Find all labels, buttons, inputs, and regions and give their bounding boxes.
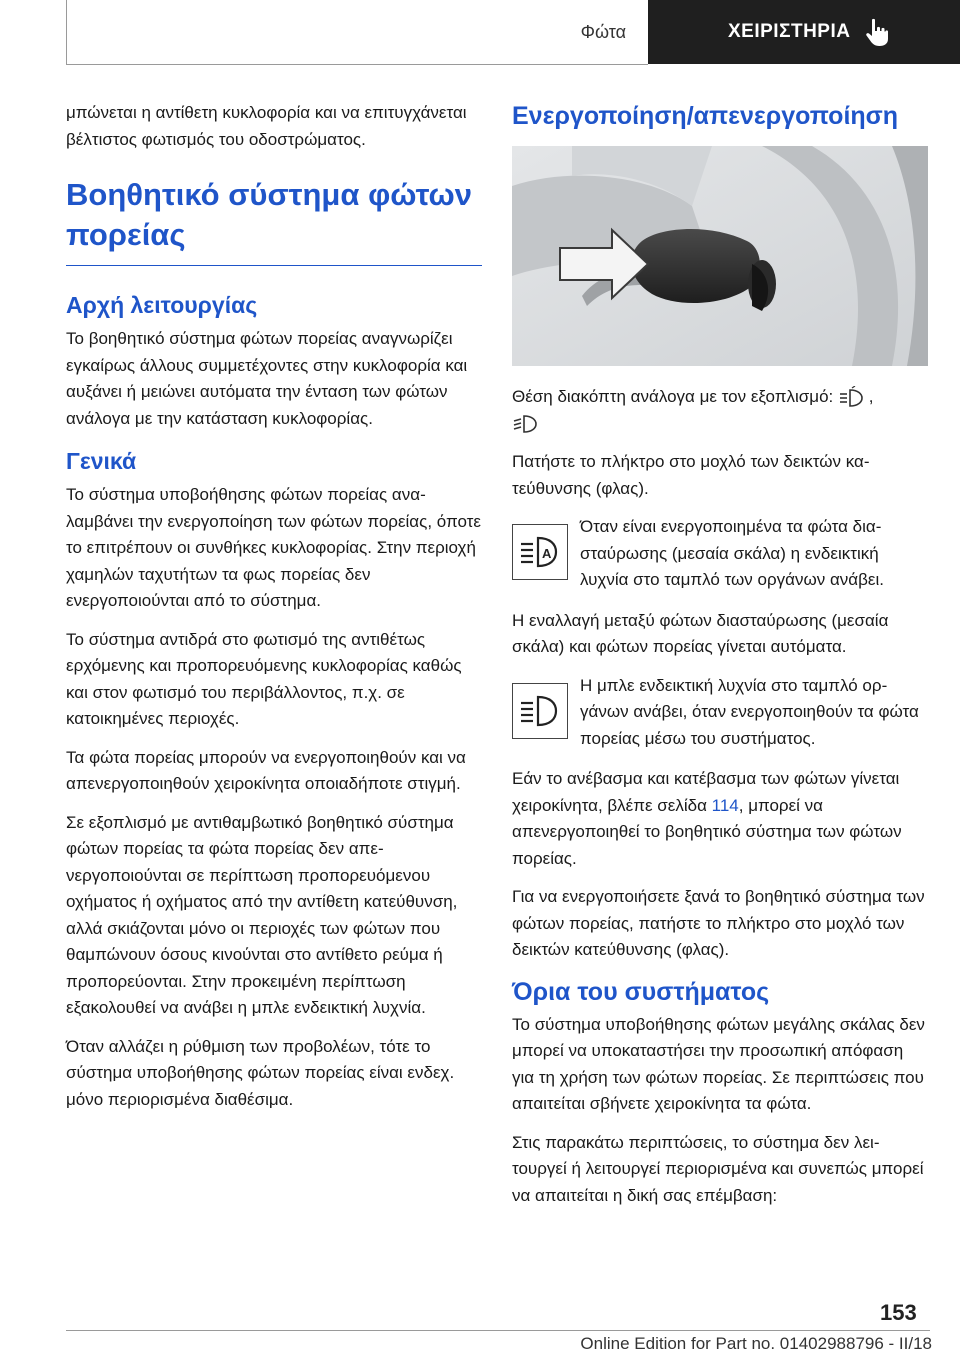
pointing-hand-icon bbox=[864, 17, 890, 47]
turn-signal-lever-illustration bbox=[512, 146, 928, 366]
auto-switch-paragraph: Η εναλλαγή μεταξύ φώτων διασταύρωσης (μεσαία σκάλα) και φώτων πορείας γίνεται αυτόματα. bbox=[512, 610, 889, 656]
press-lever-paragraph: Πατήστε το πλήκτρο στο μοχλό των δεικτών κατεύθυνσης (φλας). bbox=[512, 452, 870, 498]
page-reference-link[interactable]: 114 bbox=[711, 795, 739, 815]
left-column bbox=[66, 100, 482, 1125]
section-heading-high-beam-assistant: Βοηθητικό σύστημα φώτων πορείας bbox=[66, 175, 482, 266]
turn-signal-lever-figure bbox=[512, 146, 928, 366]
general-paragraph-5: Όταν αλλάζει η ρύθμιση των προβολέων, τότε το σύστημα υποβοήθησης φώτων πορείας είναι ενδεχ. μόνο περιορισμένα διαθέσιμα. bbox=[66, 1036, 455, 1109]
header-chapter-label: ΧΕΙΡΙΣΤΗΡΙΑ bbox=[728, 21, 851, 42]
high-beam-icon bbox=[518, 691, 562, 731]
subheading-system-limits: Όρια του συστήματος bbox=[512, 977, 770, 1006]
manual-override-text-before: Εάν το ανέβασμα και κατέβασμα των φώτων γίνεται χειροκίνητα, βλέπε σελίδα bbox=[512, 769, 900, 815]
subheading-principle: Αρχή λειτουργίας bbox=[66, 292, 258, 318]
limits-paragraph-2: Στις παρακάτω περιπτώσεις, το σύστημα δεν λειτουργεί ή λειτουργεί περιορισμένα και συνεπώς μπορεί να απαιτείται η δική σας επέμβαση: bbox=[512, 1132, 924, 1205]
switch-position-separator: , bbox=[868, 387, 874, 406]
header-section-title: Φώτα bbox=[580, 21, 626, 42]
low-beam-indicator-note bbox=[512, 514, 928, 594]
high-beam-indicator-note-text: Η μπλε ενδεικτική λυχνία στο ταμπλό οργάνων ανάβει, όταν ενεργοποιηθούν τα φώτα πορείας μέσω του συστήματος. bbox=[580, 675, 919, 748]
high-beam-indicator-box bbox=[512, 683, 568, 739]
footer-edition-note: Online Edition for Part no. 01402988796 - II/18 bbox=[580, 1334, 932, 1353]
svg-text:A: A bbox=[542, 546, 552, 561]
switch-position-caption bbox=[512, 384, 928, 437]
reactivate-paragraph: Για να ενεργοποιήσετε ξανά το βοηθητικό σύστημα των φώτων πορείας, πατήστε το πλήκτρο στο μοχλό των δεικτών κατεύθυνσης (φλας). bbox=[512, 887, 925, 959]
principle-paragraph: Το βοηθητικό σύστημα φώτων πορείας αναγνωρίζει εγκαίρως άλλους συμμετέχοντες στην κυκλοφορία και αυξάνει ή μειώνει αυτόματα την ένταση των φώτων ανάλογα με την κατάσταση κυκλοφορίας. bbox=[66, 329, 468, 428]
header-bottom-rule bbox=[66, 64, 648, 65]
high-beam-assist-icon bbox=[838, 386, 864, 410]
general-paragraph-2: Το σύστημα αντιδρά στο φωτισμό της αντιθέτως ερχόμενης και προπορευόμενης κυκλοφορίας καθώς και στον φωτισμό του περιβάλλοντος, π.χ. σε κατοικημένες περιοχές. bbox=[66, 629, 462, 728]
intro-paragraph: μπώνεται η αντίθετη κυκλοφορία και να επιτυγχάνεται βέλτιστος φωτισμός του οδοστρώματος. bbox=[66, 103, 467, 149]
limits-paragraph-1: Το σύστημα υποβοήθησης φώτων μεγάλης σκάλας δεν μπορεί να υποκαταστήσει την προσωπική απόφαση για τη χρήση των φώτων πορείας. Σε περιπτώσεις που απαιτείται σβήνετε χειροκίνητα τα φώτα. bbox=[512, 1014, 925, 1113]
subheading-general: Γενικά bbox=[66, 448, 137, 474]
manual-override-paragraph bbox=[512, 766, 928, 872]
high-beam-assist-icon bbox=[518, 532, 562, 572]
general-paragraph-4: Σε εξοπλισμό με αντιθαμβωτικό βοηθητικό σύστημα φώτων πορείας τα φώτα πορείας δεν απενεργοποιούνται σε περίπτωση προπορευόμενου οχήματος ή οχήματος από την αντίθετη κατεύθυνση, αλλά σκιάζονται μόνο οι περιοχές των φώτων που θαμπώνουν όσους κινούνται στο αντίθετο ρεύμα ή προπορεύονται. Στην προκειμένη περίπτωση εξακολουθεί να ανάβει η μπλε ενδεικτική λυχνία. bbox=[66, 812, 458, 1017]
general-paragraph-3: Τα φώτα πορείας μπορούν να ενεργοποιηθούν και να απενεργοποιηθούν χειροκίνητα οποιαδήποτε στιγμή. bbox=[66, 747, 466, 793]
switch-position-caption-text: Θέση διακόπτη ανάλογα με τον εξοπλισμό: bbox=[512, 387, 834, 406]
general-paragraph-1: Το σύστημα υποβοήθησης φώτων πορείας αναλαμβάνει την ενεργοποίηση των φώτων πορείας, όποτε το επιτρέπουν οι συνθήκες κυκλοφορίας. Στην περιοχή χαμηλών ταχυτήτων τα φως πορείας δεν ενεργοποιούνται από το σύστημα. bbox=[66, 485, 481, 610]
low-beam-indicator-note-text: Όταν είναι ενεργοποιημένα τα φώτα διασταύρωσης (μεσαία σκάλα) η ενδεικτική λυχνία στο ταμπλό των οργάνων ανάβει. bbox=[580, 517, 884, 589]
header-chapter-tab[interactable] bbox=[648, 0, 960, 64]
high-beam-assist-indicator-box bbox=[512, 524, 568, 580]
manual-override-text-after: , μπορεί να απενεργοποιηθεί το βοηθητικό σύστημα των φώτων πορείας. bbox=[512, 795, 902, 868]
high-beam-indicator-note bbox=[512, 673, 928, 753]
right-column bbox=[512, 100, 928, 1221]
headlight-assist-icon bbox=[512, 412, 538, 436]
footer-rule bbox=[66, 1330, 930, 1331]
subheading-activation: Ενεργοποίηση/απενεργοποίηση bbox=[512, 102, 899, 130]
page-number: 153 bbox=[880, 1300, 917, 1325]
